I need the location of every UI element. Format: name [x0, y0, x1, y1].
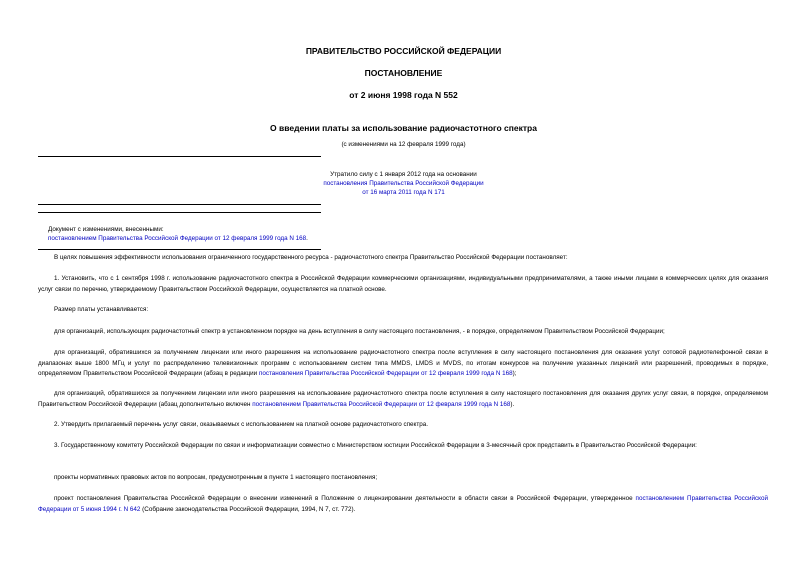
government-heading: ПРАВИТЕЛЬСТВО РОССИЙСКОЙ ФЕДЕРАЦИИ: [305, 46, 502, 56]
paragraph-2: 2. Утвердить прилагаемый перечень услуг связи, оказываемых с использованием на платной основе радиочастотного спектра.: [54, 421, 429, 428]
amendments-line: [48, 235, 308, 243]
paragraph-decree-project: проект постановления Правительства Российской Федерации о внесении изменений в Положение о лицензировании деятельности в области связи в Российской Федерации, утвержденное постановлением Правительства Российской Федерации от 5 июня 1994 г. N 642 (Собрание законодательства Российской Федерации, 1994, N 7, ст. 772).: [38, 495, 768, 513]
document-type: ПОСТАНОВЛЕНИЕ: [364, 68, 443, 78]
divider: [38, 249, 321, 250]
document-date: от 2 июня 1998 года N 552: [349, 90, 458, 100]
changes-note: (с изменениями на 12 февраля 1999 года): [341, 141, 466, 148]
status-link-1[interactable]: постановления Правительства Российской Федерации: [323, 180, 484, 187]
divider: [38, 212, 321, 213]
status-link-2[interactable]: от 16 марта 2011 года N 171: [362, 189, 445, 196]
paragraph-orgs-other: для организаций, обратившихся за получением лицензии или иного разрешения на использование радиочастотного спектра после вступления в силу настоящего постановления для оказания других услуг связи, в порядке, определяемом Правительством Российской Федерации (абзац дополнительно включен постановлением Правительства Российской Федерации от 12 февраля 1999 года N 168).: [38, 390, 768, 408]
amendment-link[interactable]: постановления Правительства Российской Федерации от 12 февраля 1999 года N 168: [258, 370, 513, 377]
paragraph-3: 3. Государственному комитету Российской Федерации по связи и информатизации совместно с Министерством юстиции Российской Федерации в 3-месячный срок представить в Правительство Российской Федерации:: [54, 442, 697, 449]
document-title: О введении платы за использование радиочастотного спектра: [270, 123, 537, 133]
amendment-link[interactable]: постановлением Правительства Российской Федерации от 5 июня 1994 г. N 642: [38, 495, 768, 513]
paragraph-1: 1. Установить, что с 1 сентября 1998 г. использование радиочастотного спектра в Российской Федерации коммерческими организациями, индивидуальными предпринимателями, а также иными лицами в коммерческих целях для оказания услуг связи по перечню, утверждаемому Правительством Российской Федерации, осуществляется на платной основе.: [38, 275, 768, 293]
amendment-link[interactable]: постановлением Правительства Российской Федерации от 12 февраля 1999 года N 168: [48, 235, 307, 242]
amendments-tail: .: [306, 235, 308, 242]
paragraph-projects: проекты нормативных правовых актов по вопросам, предусмотренным в пункте 1 настоящего постановления;: [54, 474, 378, 481]
divider: [38, 204, 321, 205]
paragraph-preamble: В целях повышения эффективности использования ограниченного государственного ресурса - радиочастотного спектра Правительство Российской Федерации постановляет:: [54, 254, 568, 261]
paragraph-orgs-existing: для организаций, использующих радиочастотный спектр в установленном порядке на день вступления в силу настоящего постановления, - в порядке, определяемом Правительством Российской Федерации;: [54, 328, 665, 335]
paragraph-orgs-cellular: для организаций, обратившихся за получением лицензии или иного разрешения на использование радиочастотного спектра после вступления в силу настоящего постановления для оказания услуг сотовой радиотелефонной связи в диапазонах выше 1800 МГц и услуг по распределению телевизионных программ с использованием систем типа MMDS, LMDS и MVDS, по итогам конкурсов на получение указанных лицензий или разрешений, проводимых в порядке, определяемом Правительством Российской Федерации (абзац в редакции постановления Правительства Российской Федерации от 12 февраля 1999 года N 168);: [38, 349, 768, 377]
amendments-intro: Документ с изменениями, внесенными:: [48, 226, 164, 233]
status-text: Утратило силу с 1 января 2012 года на основании: [330, 171, 477, 178]
divider: [38, 156, 321, 157]
amendment-link[interactable]: постановлением Правительства Российской Федерации от 12 февраля 1999 года N 168: [252, 400, 511, 408]
paragraph-rate: Размер платы устанавливается:: [54, 306, 149, 313]
